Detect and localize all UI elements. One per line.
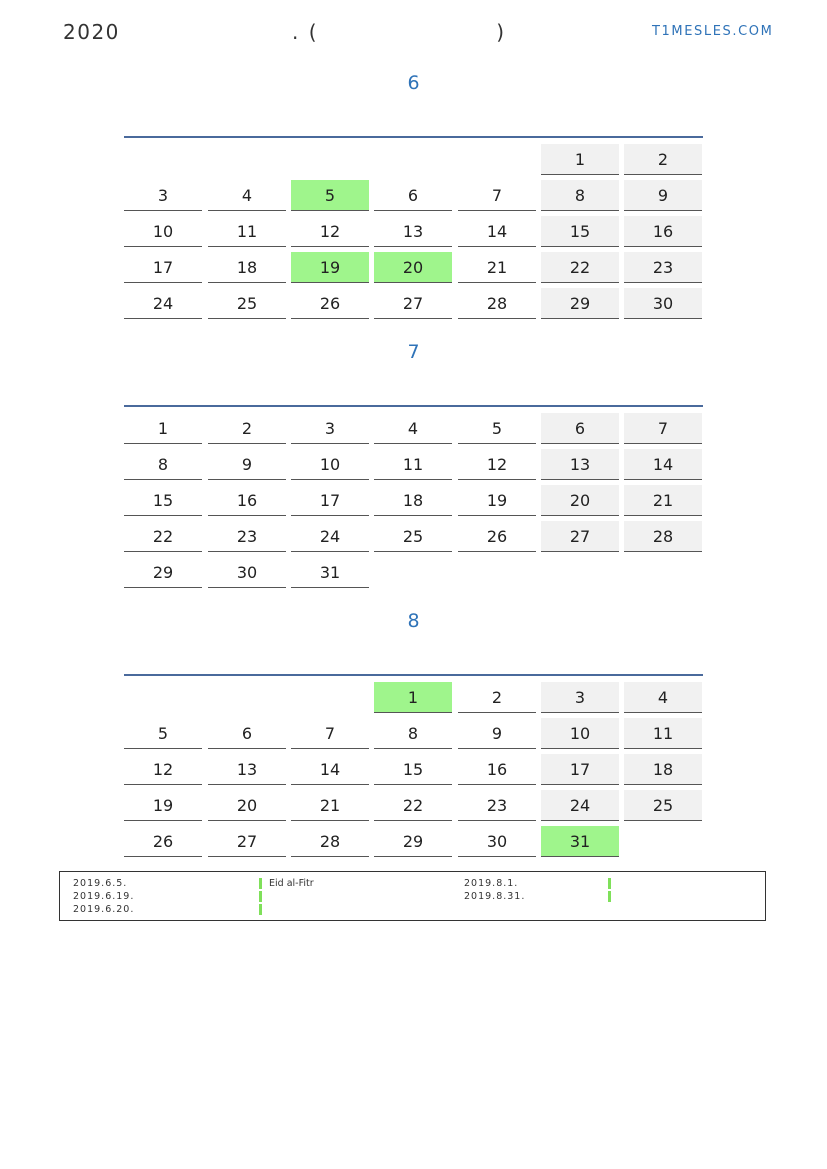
day-cell[interactable]: 11 bbox=[208, 216, 286, 247]
day-cell[interactable]: 16 bbox=[208, 485, 286, 516]
legend-holiday-name: Eid al-Fitr bbox=[269, 878, 314, 889]
day-cell[interactable]: 24 bbox=[291, 521, 369, 552]
day-cell[interactable]: 5 bbox=[291, 180, 369, 211]
day-cell[interactable]: 14 bbox=[624, 449, 702, 480]
legend-date: 2019.6.5. bbox=[73, 878, 128, 889]
legend-date: 2019.8.31. bbox=[464, 891, 526, 902]
day-cell[interactable]: 19 bbox=[291, 252, 369, 283]
day-cell[interactable]: 12 bbox=[124, 754, 202, 785]
day-cell[interactable]: 19 bbox=[458, 485, 536, 516]
month-calendar bbox=[124, 136, 703, 313]
day-cell[interactable]: 23 bbox=[458, 790, 536, 821]
day-cell[interactable]: 29 bbox=[374, 826, 452, 857]
day-cell[interactable]: 5 bbox=[458, 413, 536, 444]
legend-marker bbox=[608, 878, 611, 889]
day-cell[interactable]: 12 bbox=[458, 449, 536, 480]
day-cell[interactable]: 18 bbox=[208, 252, 286, 283]
day-cell[interactable]: 10 bbox=[291, 449, 369, 480]
day-cell[interactable]: 28 bbox=[458, 288, 536, 319]
day-cell[interactable]: 27 bbox=[374, 288, 452, 319]
day-cell[interactable]: 21 bbox=[624, 485, 702, 516]
day-cell[interactable]: 8 bbox=[124, 449, 202, 480]
day-cell[interactable]: 21 bbox=[291, 790, 369, 821]
day-cell[interactable]: 8 bbox=[374, 718, 452, 749]
day-cell[interactable]: 26 bbox=[458, 521, 536, 552]
legend-marker bbox=[259, 878, 262, 889]
day-cell[interactable]: 25 bbox=[374, 521, 452, 552]
day-cell[interactable]: 9 bbox=[208, 449, 286, 480]
legend-marker bbox=[608, 891, 611, 902]
day-cell[interactable]: 10 bbox=[124, 216, 202, 247]
month-top-rule bbox=[124, 674, 703, 676]
day-cell[interactable]: 9 bbox=[624, 180, 702, 211]
day-cell[interactable]: 16 bbox=[458, 754, 536, 785]
header-subtitle-open: . ( bbox=[292, 20, 319, 44]
day-cell[interactable]: 2 bbox=[624, 144, 702, 175]
day-cell[interactable]: 17 bbox=[541, 754, 619, 785]
day-cell[interactable]: 16 bbox=[624, 216, 702, 247]
day-cell[interactable]: 19 bbox=[124, 790, 202, 821]
day-cell[interactable]: 18 bbox=[374, 485, 452, 516]
day-cell[interactable]: 1 bbox=[541, 144, 619, 175]
day-cell[interactable]: 31 bbox=[541, 826, 619, 857]
day-cell[interactable]: 6 bbox=[374, 180, 452, 211]
day-cell[interactable]: 6 bbox=[541, 413, 619, 444]
day-cell[interactable]: 23 bbox=[208, 521, 286, 552]
day-cell[interactable]: 7 bbox=[624, 413, 702, 444]
header-year: 2020 bbox=[63, 20, 120, 44]
day-cell[interactable]: 5 bbox=[124, 718, 202, 749]
day-cell[interactable]: 9 bbox=[458, 718, 536, 749]
day-cell[interactable]: 4 bbox=[374, 413, 452, 444]
month-calendar bbox=[124, 674, 703, 851]
day-cell[interactable]: 6 bbox=[208, 718, 286, 749]
day-cell[interactable]: 11 bbox=[624, 718, 702, 749]
month-top-rule bbox=[124, 405, 703, 407]
month-top-rule bbox=[124, 136, 703, 138]
day-cell[interactable]: 30 bbox=[624, 288, 702, 319]
day-cell[interactable]: 15 bbox=[541, 216, 619, 247]
day-cell[interactable]: 14 bbox=[458, 216, 536, 247]
day-cell[interactable]: 22 bbox=[541, 252, 619, 283]
legend-date: 2019.8.1. bbox=[464, 878, 519, 889]
day-cell[interactable]: 20 bbox=[541, 485, 619, 516]
day-cell[interactable]: 22 bbox=[374, 790, 452, 821]
day-cell[interactable]: 24 bbox=[124, 288, 202, 319]
legend-date: 2019.6.20. bbox=[73, 904, 135, 915]
day-cell[interactable]: 3 bbox=[541, 682, 619, 713]
day-cell[interactable]: 4 bbox=[208, 180, 286, 211]
legend-marker bbox=[259, 891, 262, 902]
day-cell[interactable]: 8 bbox=[541, 180, 619, 211]
legend-date: 2019.6.19. bbox=[73, 891, 135, 902]
day-cell[interactable]: 30 bbox=[458, 826, 536, 857]
day-cell[interactable]: 3 bbox=[124, 180, 202, 211]
month-calendar bbox=[124, 405, 703, 582]
day-cell[interactable]: 10 bbox=[541, 718, 619, 749]
day-cell[interactable]: 7 bbox=[458, 180, 536, 211]
day-cell[interactable]: 20 bbox=[374, 252, 452, 283]
day-cell[interactable]: 3 bbox=[291, 413, 369, 444]
day-cell[interactable]: 31 bbox=[291, 557, 369, 588]
day-cell[interactable]: 27 bbox=[541, 521, 619, 552]
day-cell[interactable]: 13 bbox=[208, 754, 286, 785]
holiday-legend bbox=[59, 871, 766, 921]
day-cell[interactable]: 11 bbox=[374, 449, 452, 480]
day-cell[interactable]: 18 bbox=[624, 754, 702, 785]
day-cell[interactable]: 17 bbox=[291, 485, 369, 516]
legend-marker bbox=[259, 904, 262, 915]
month-title: 8 bbox=[407, 610, 420, 632]
day-cell[interactable]: 25 bbox=[208, 288, 286, 319]
day-cell[interactable]: 23 bbox=[624, 252, 702, 283]
day-cell[interactable]: 28 bbox=[624, 521, 702, 552]
day-cell[interactable]: 25 bbox=[624, 790, 702, 821]
day-cell[interactable]: 15 bbox=[374, 754, 452, 785]
header-subtitle-close: ) bbox=[496, 20, 504, 44]
day-cell[interactable]: 26 bbox=[124, 826, 202, 857]
day-cell[interactable]: 1 bbox=[124, 413, 202, 444]
day-cell[interactable]: 14 bbox=[291, 754, 369, 785]
day-cell[interactable]: 4 bbox=[624, 682, 702, 713]
month-title: 7 bbox=[407, 341, 420, 363]
day-cell[interactable]: 1 bbox=[374, 682, 452, 713]
day-cell[interactable]: 21 bbox=[458, 252, 536, 283]
month-title: 6 bbox=[407, 72, 420, 94]
day-cell[interactable]: 29 bbox=[124, 557, 202, 588]
day-cell[interactable]: 22 bbox=[124, 521, 202, 552]
day-cell[interactable]: 26 bbox=[291, 288, 369, 319]
site-link[interactable]: T1MESLES.COM bbox=[652, 24, 774, 39]
day-cell[interactable]: 20 bbox=[208, 790, 286, 821]
day-cell[interactable]: 7 bbox=[291, 718, 369, 749]
day-cell[interactable]: 13 bbox=[541, 449, 619, 480]
day-cell[interactable]: 13 bbox=[374, 216, 452, 247]
day-cell[interactable]: 2 bbox=[208, 413, 286, 444]
day-cell[interactable]: 30 bbox=[208, 557, 286, 588]
day-cell[interactable]: 17 bbox=[124, 252, 202, 283]
day-cell[interactable]: 12 bbox=[291, 216, 369, 247]
day-cell[interactable]: 27 bbox=[208, 826, 286, 857]
day-cell[interactable]: 24 bbox=[541, 790, 619, 821]
day-cell[interactable]: 29 bbox=[541, 288, 619, 319]
day-cell[interactable]: 28 bbox=[291, 826, 369, 857]
day-cell[interactable]: 15 bbox=[124, 485, 202, 516]
day-cell[interactable]: 2 bbox=[458, 682, 536, 713]
